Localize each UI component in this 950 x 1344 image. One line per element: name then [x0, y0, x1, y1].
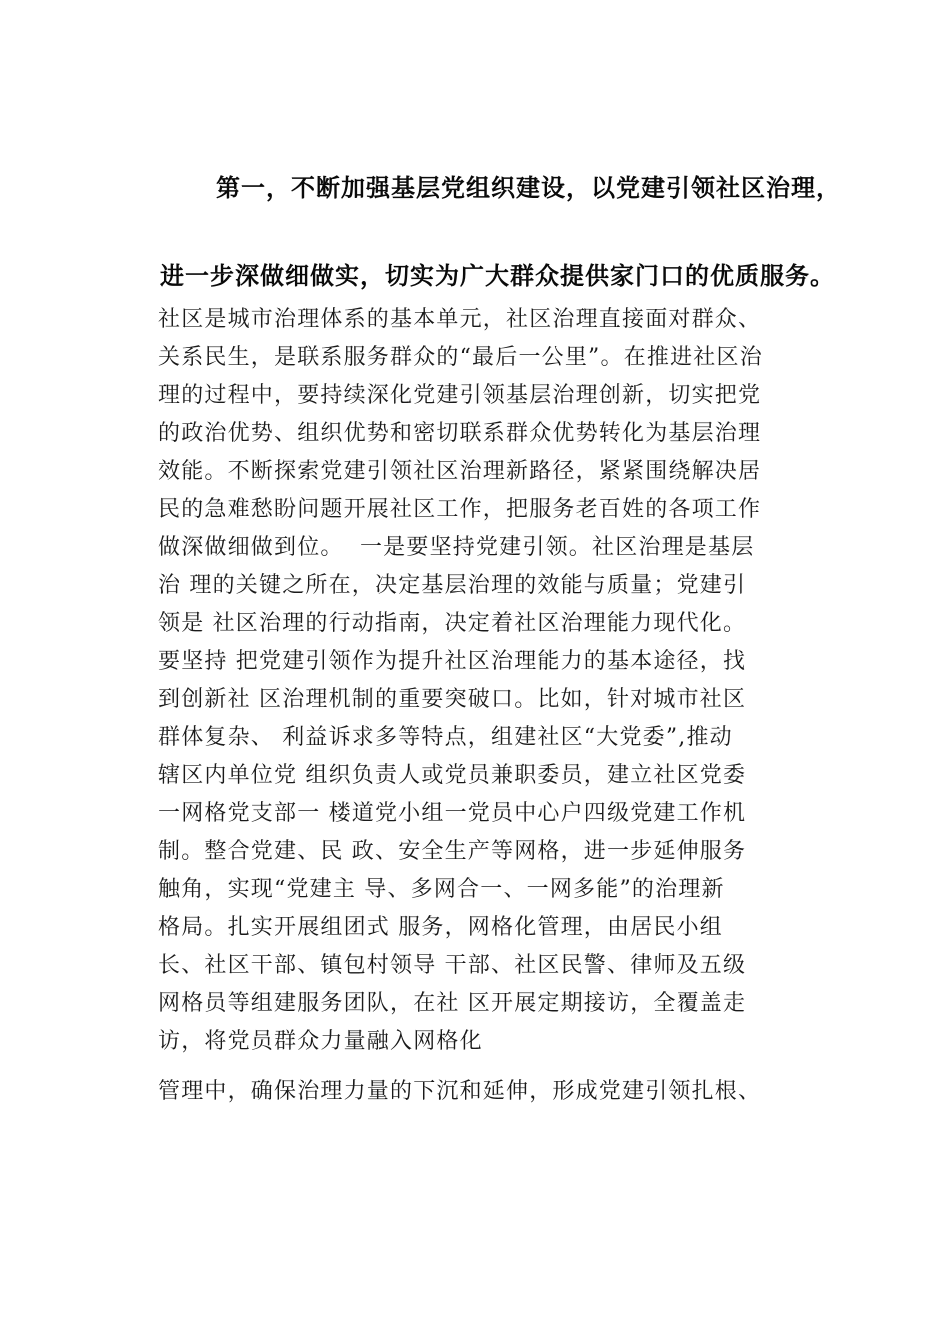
body-line: 管理中，确保治理力量的下沉和延伸，形成党建引领扎根、: [158, 1079, 762, 1104]
body-line: 访，将党员群众力量融入网格化: [158, 1029, 483, 1054]
body-line: 长、社区干部、镇包村领导 干部、社区民警、律师及五级: [158, 953, 747, 978]
heading-line-2: 进一步深做细做实，切实为广大群众提供家门口的优质服务。: [160, 261, 835, 290]
body-line: 的政治优势、组织优势和密切联系群众优势转化为基层治理: [158, 421, 762, 446]
body-line: 格局。扎实开展组团式 服务，网格化管理，由居民小组: [158, 915, 723, 940]
body-line: 制。整合党建、民 政、安全生产等网格，进一步延伸服务: [158, 839, 747, 864]
body-line: 网格员等组建服务团队，在社 区开展定期接访，全覆盖走: [158, 991, 747, 1016]
body-line: 群体复杂、 利益诉求多等特点，组建社区“大党委”,推动: [158, 725, 733, 750]
body-line: 领是 社区治理的行动指南，决定着社区治理能力现代化。: [158, 611, 747, 636]
body-line: 关系民生，是联系服务群众的“最后一公里”。在推进社区治: [158, 345, 763, 370]
body-line: 一网格党支部一 楼道党小组一党员中心户四级党建工作机: [158, 801, 747, 826]
body-line: 触角，实现“党建主 导、多网合一、一网多能”的治理新: [158, 877, 725, 902]
body-line: 治 理的关键之所在，决定基层治理的效能与质量；党建引: [158, 573, 747, 598]
body-line: 到创新社 区治理机制的重要突破口。比如，针对城市社区: [158, 687, 747, 712]
body-line: 民的急难愁盼问题开展社区工作，把服务老百姓的各项工作: [158, 497, 762, 522]
body-line: 理的过程中，要持续深化党建引领基层治理创新，切实把党: [158, 383, 762, 408]
body-line: 要坚持 把党建引领作为提升社区治理能力的基本途径，找: [158, 649, 747, 674]
body-line: 效能。不断探索党建引领社区治理新路径，紧紧围绕解决居: [158, 459, 762, 484]
body-line: 社区是城市治理体系的基本单元，社区治理直接面对群众、: [158, 307, 762, 332]
body-line: 做深做细做到位。 一是要坚持党建引领。社区治理是基层: [158, 535, 755, 560]
body-line: 辖区内单位党 组织负责人或党员兼职委员，建立社区党委: [158, 763, 747, 788]
heading-line-1: 第一，不断加强基层党组织建设，以党建引领社区治理，: [216, 173, 841, 202]
